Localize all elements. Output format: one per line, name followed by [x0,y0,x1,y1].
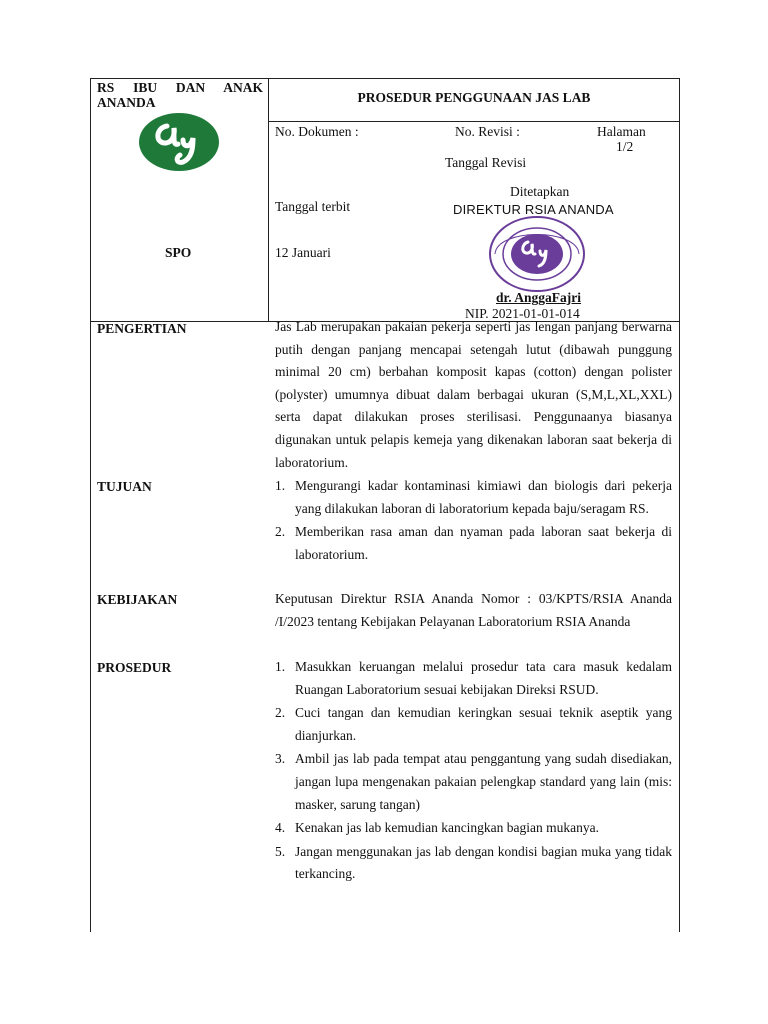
list-item: 3. Ambil jas lab pada tempat atau penggantung yang sudah disediakan, jangan lupa mengenakan pakaian pelengkap standard yang lain (mis: masker, sarung tangan) [275,751,672,812]
list-item: 2. Memberikan rasa aman dan nyaman pada laboran saat bekerja di laboratorium. [275,524,672,562]
approved-label: Ditetapkan [510,184,570,199]
border-title-bottom [268,121,680,122]
revision-number-label: No. Revisi : [455,124,520,139]
section-label-pengertian: PENGERTIAN [97,321,187,336]
document-title: PROSEDUR PENGGUNAAN JAS LAB [357,90,591,105]
border-col-divider [268,78,269,322]
list-item: 4. Kenakan jas lab kemudian kancingkan bagian mukanya. [275,820,600,836]
list-item: 1. Mengurangi kadar kontaminasi kimiawi dan biologis dari pekerja yang dilakukan laboran di laboratorium kepada baju/seragam RS. [275,478,672,516]
list-item: 1. Masukkan keruangan melalui prosedur tata cara masuk kedalam Ruangan Laboratorium sesuai kebijakan Direksi RSUD. [275,659,672,697]
hospital-name: RS IBU DAN ANAK ANANDA [97,80,263,110]
director-label: DIREKTUR RSIA ANANDA [453,202,614,217]
issue-date-label: Tanggal terbit [275,199,351,214]
tujuan-list [275,475,672,567]
border-left [90,78,91,932]
page-value: 1/2 [616,139,634,154]
signatory-nip: NIP. 2021-01-01-014 [465,306,580,321]
hospital-logo [137,112,221,172]
section-label-prosedur: PROSEDUR [97,660,172,675]
section-text-kebijakan: Keputusan Direktur RSIA Ananda Nomor : 03/KPTS/RSIA Ananda /I/2023 tentang Kebijakan Pelayanan Laboratorium RSIA Ananda [275,591,672,629]
section-text-pengertian: Jas Lab merupakan pakaian pekerja seperti jas lengan panjang berwarna putih dengan panjang mencapai setengah lutut (dibawah punggung minimal 20 cm) berbahan komposit kapas (cotton) dengan polister (polyster) umumnya dibuat dalam berbagai ukuran (S,M,L,XL,XXL) serta dapat dilakukan proses sterilisasi. Penggunaanya biasanya digunakan untuk pelapis kemeja yang dikenakan laboran saat bekerja di laboratorium. [275,319,672,470]
doc-number-label: No. Dokumen : [275,124,359,139]
border-right [679,78,680,932]
list-item: 2. Cuci tangan dan kemudian keringkan sesuai teknik aseptik yang dianjurkan. [275,705,672,743]
spo-label: SPO [165,245,192,260]
signatory-name: dr. AnggaFajri [496,290,582,305]
border-top [90,78,680,79]
prosedur-list [275,656,672,887]
section-label-tujuan: TUJUAN [97,479,152,494]
page-label: Halaman [597,124,646,139]
official-stamp [487,214,587,294]
list-item: 5. Jangan menggunakan jas lab dengan kondisi bagian muka yang tidak terkancing. [275,843,672,882]
section-label-kebijakan: KEBIJAKAN [97,592,178,607]
issue-date-value: 12 Januari [275,245,331,260]
revision-date-label: Tanggal Revisi [445,155,527,170]
